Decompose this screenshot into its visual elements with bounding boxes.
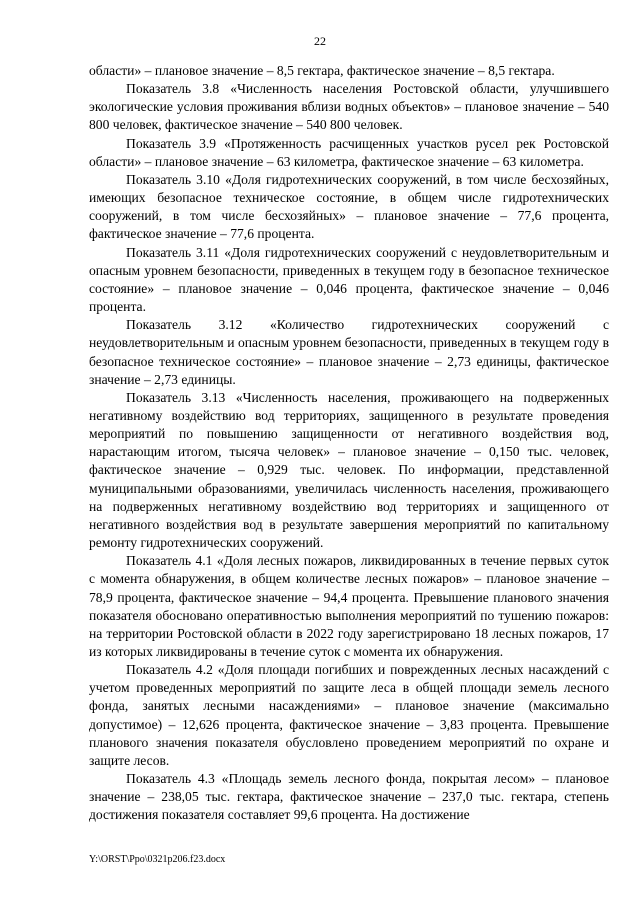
paragraph-indicator-3-9: Показатель 3.9 «Протяженность расчищенных участков русел рек Ростовской области» – плановое значение – 63 километра, фактическое значение – 63 километра.	[89, 135, 609, 169]
paragraph-indicator-3-12: Показатель 3.12 «Количество гидротехнических сооружений с неудовлетворительным и опасным уровнем безопасности, приведенных в текущем году в безопасное техническое состояние» – плановое значение – 2,73 единицы, фактическое значение – 2,73 единицы.	[89, 317, 609, 387]
paragraph-indicator-3-8: Показатель 3.8 «Численность населения Ростовской области, улучшившего экологические условия проживания вблизи водных объектов» – плановое значение – 540 800 человек, фактическое значение – 540 800 человек.	[89, 81, 609, 133]
page-number: 22	[314, 34, 326, 48]
paragraph-indicator-3-11: Показатель 3.11 «Доля гидротехнических сооружений с неудовлетворительным и опасным уровнем безопасности, приведенных в текущем году в безопасное техническое состояние» – плановое значение – 0,046 процента, фактическое значение – 0,046 процента.	[89, 244, 609, 315]
paragraph-indicator-4-2: Показатель 4.2 «Доля площади погибших и поврежденных лесных насаждений с учетом проведенных мероприятий по защите леса в общей площади земель лесного фонда, занятых лесными насаждениями» – плановое значение (максимально допустимое) – 12,626 процента, фактическое значение – 3,83 процента. Превышение планового значения показателя обусловлено проведением мероприятий по охране и защите лесов.	[89, 662, 609, 768]
document-body	[89, 62, 609, 825]
footer-file-path: Y:\ORST\Ppo\0321p206.f23.docx	[89, 854, 226, 865]
paragraph-indicator-4-1: Показатель 4.1 «Доля лесных пожаров, ликвидированных в течение первых суток с момента обнаружения, в общем количестве лесных пожаров» – плановое значение – 78,9 процента, фактическое значение – 94,4 процента. Превышение планового значения показателя обосновано оперативностью выполнения мероприятий по тушению пожаров: на территории Ростовской области в 2022 году зарегистрировано 18 лесных пожаров, 17 из которых ликвидированы в течение суток с момента их обнаружения.	[89, 553, 609, 659]
paragraph-continuation: области» – плановое значение – 8,5 гектара, фактическое значение – 8,5 гектара.	[89, 63, 555, 78]
paragraph-indicator-4-3: Показатель 4.3 «Площадь земель лесного фонда, покрытая лесом» – плановое значение – 238,05 тыс. гектара, фактическое значение – 237,0 тыс. гектара, степень достижения показателя составляет 99,6 процента. На достижение	[89, 771, 609, 823]
paragraph-indicator-3-10: Показатель 3.10 «Доля гидротехнических сооружений, в том числе бесхозяйных, имеющих безопасное техническое состояние, в общем числе гидротехнических сооружений, в том числе бесхозяйных» – плановое значение – 77,6 процента, фактическое значение – 77,6 процента.	[89, 171, 609, 242]
paragraph-indicator-3-13: Показатель 3.13 «Численность населения, проживающего на подверженных негативному воздействию вод территориях, защищенного в результате проведения мероприятий по повышению защищенности от негативного воздействия вод, нарастающим итогом, тысяча человек» – плановое значение – 0,150 тыс. человек, фактическое значение – 0,929 тыс. человек. По информации, представленной муниципальными образованиями, увеличилась численность населения, проживающего на подверженных негативному воздействию вод территориях и защищенного от негативного воздействия вод в результате завершения мероприятий по капитальному ремонту гидротехнических сооружений.	[89, 389, 609, 551]
